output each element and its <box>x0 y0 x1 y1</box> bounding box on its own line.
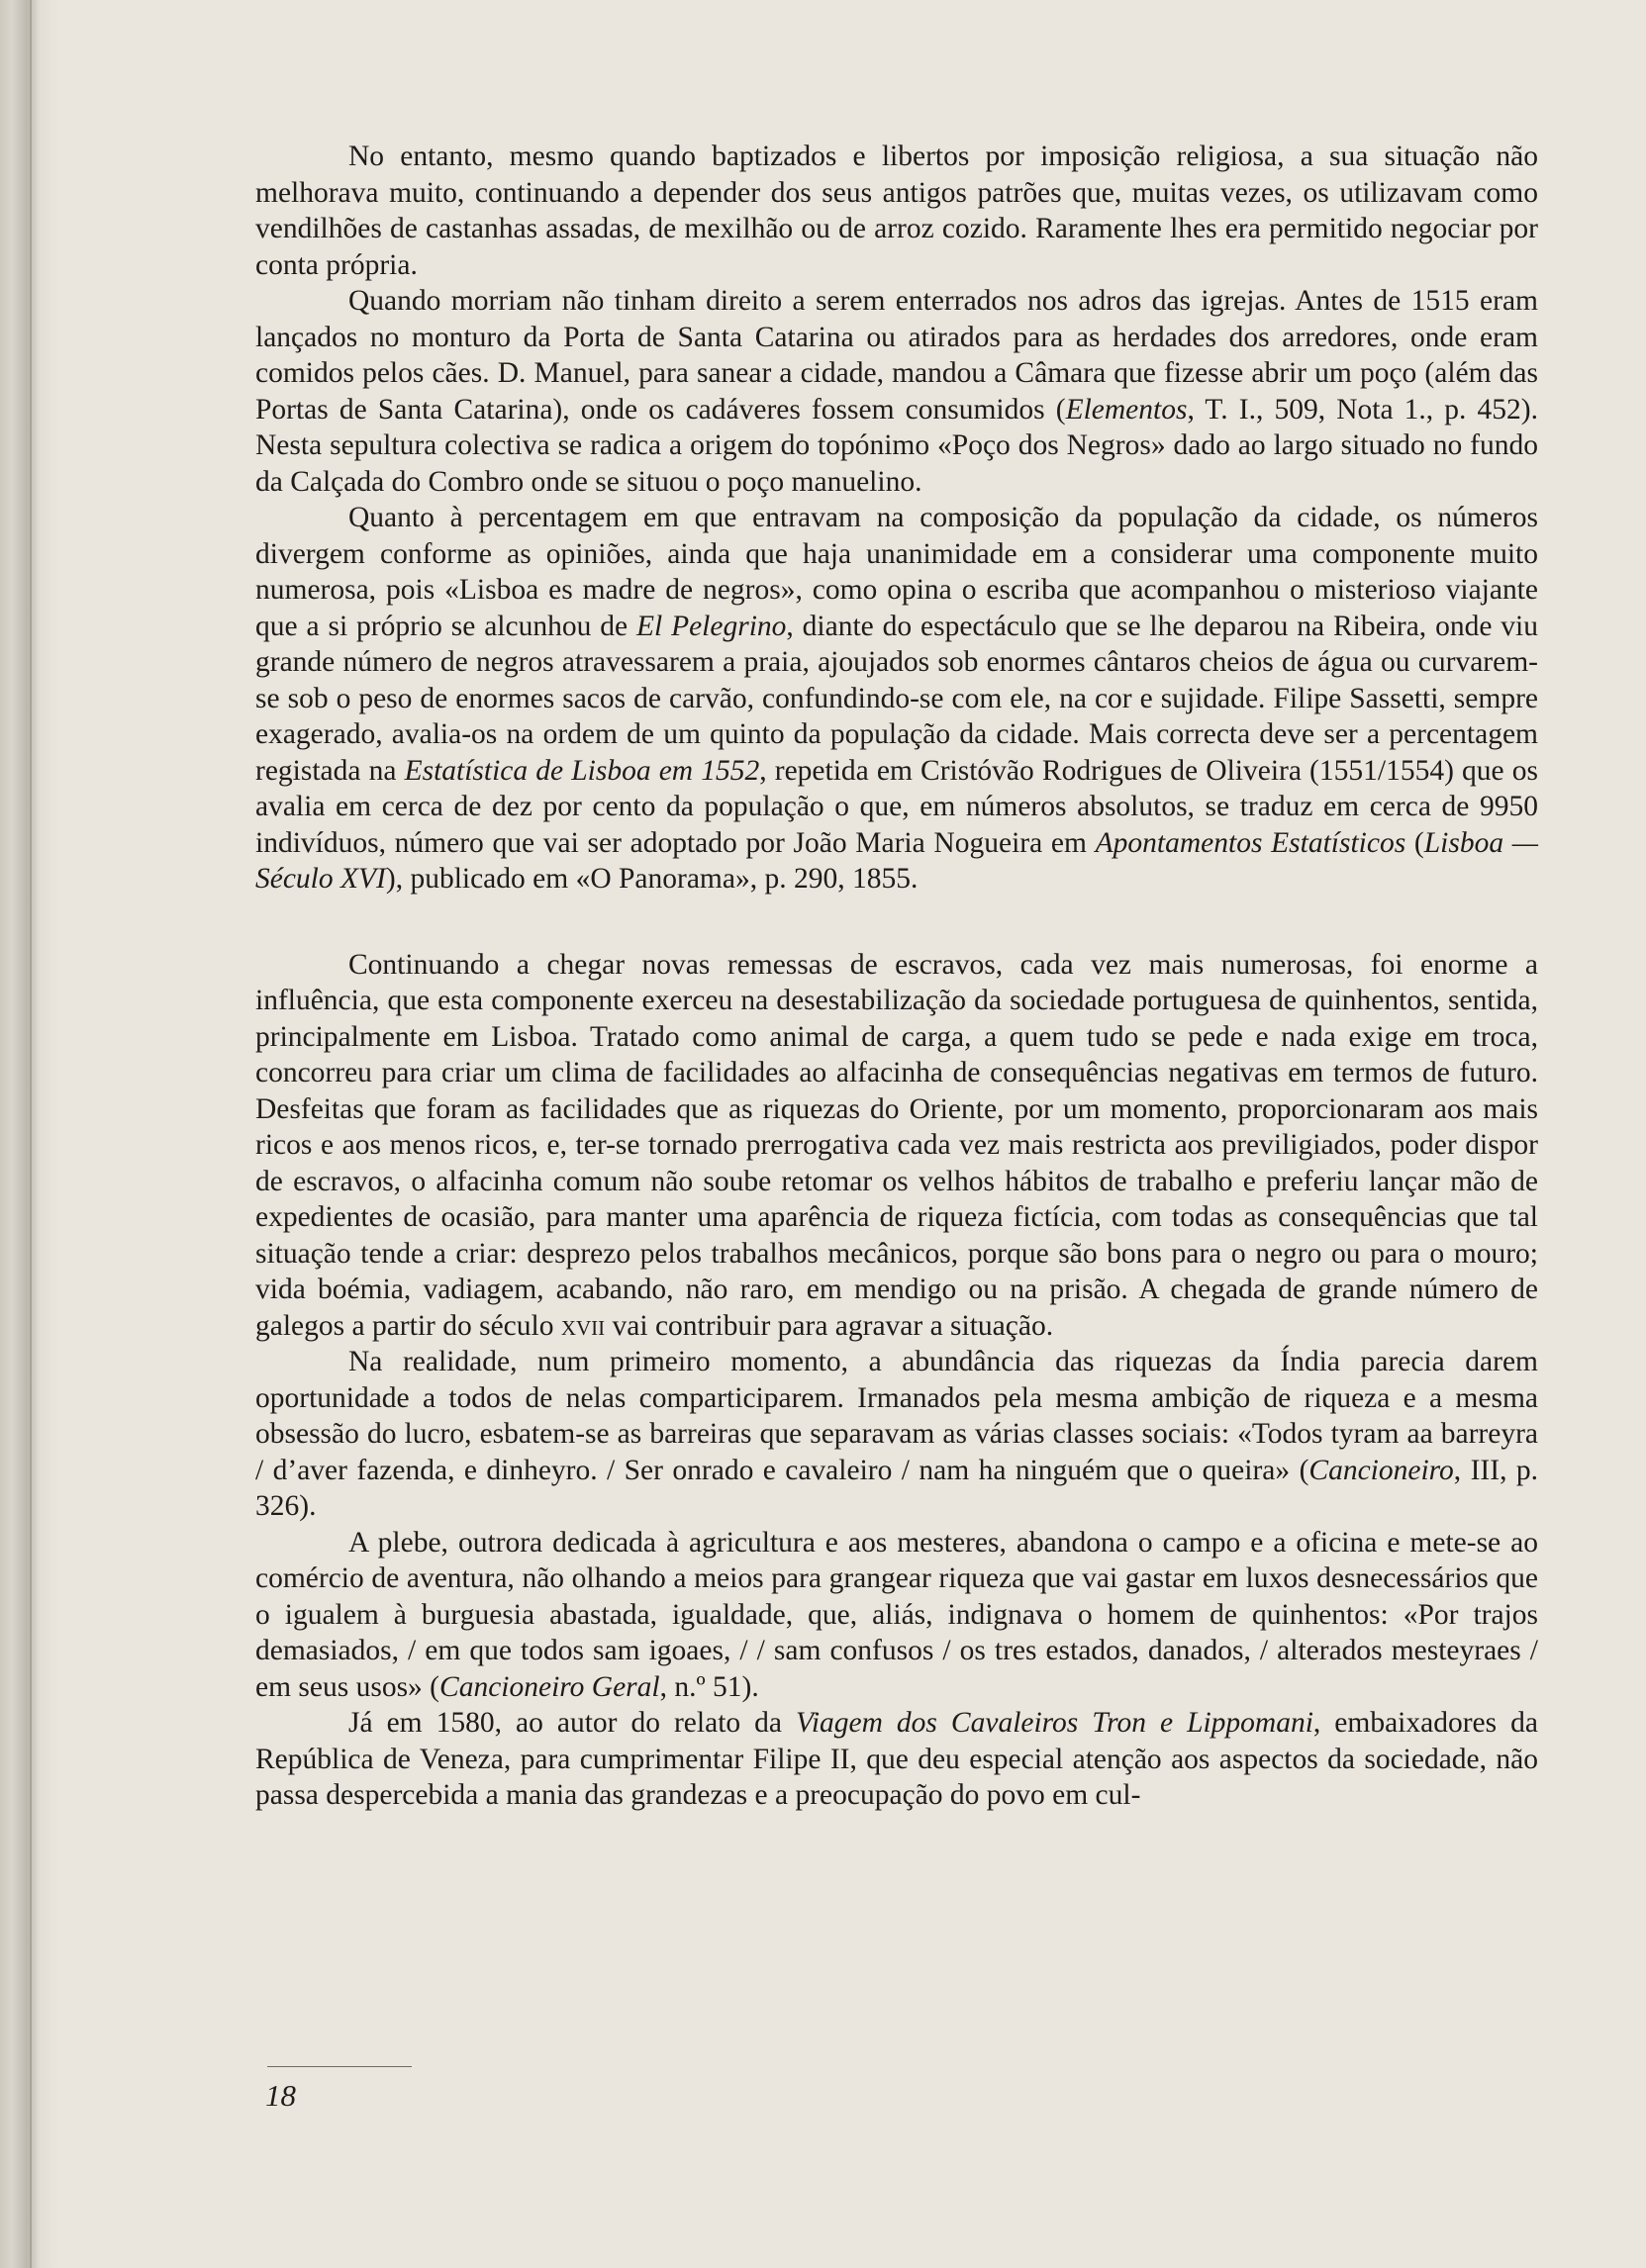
paragraph-2-italic-title: Elementos <box>1065 393 1188 425</box>
paragraph-4-century: xvii <box>560 1309 606 1342</box>
paragraph-6-start: A plebe, outrora dedicada à agricultura e aos mesteres, abandona o campo e a oficina e mete-se ao comércio de aventura, não olhando a meios para grangear riqueza que vai gastar em luxos desnecessários que o igualem à burguesia abastada, igualdade, que, aliás, indignava o homem de quinhentos: «Por trajos demasiados, / em que todos sam igoaes, / / sam confusos / os tres estados, danados, / alterados mesteyraes / em seus usos» ( <box>255 1526 1538 1703</box>
footer-rule <box>267 2066 412 2067</box>
paragraph-7 <box>255 1705 1538 1814</box>
paragraph-3-start: Quanto à percentagem em que entravam na composição da população da cidade, os números divergem conforme as opiniões, ainda que haja unanimidade em a considerar uma componente muito numerosa, pois «Lisboa es madre de negros», como opina o escriba que acompanhou o misterioso viajante que a si próprio se alcunhou de <box>255 502 1538 642</box>
paragraph-3-italic-3: Apontamentos Estatísticos <box>1095 826 1406 859</box>
paragraph-4-end: vai contribuir para agravar a situação. <box>605 1309 1054 1342</box>
paragraph-2-end: , T. I., 509, Nota 1., p. 452). Nesta sepultura colectiva se radica a origem do topónimo «Poço dos Negros» dado ao largo situado no fundo da Calçada do Combro onde se situou o poço manuelino. <box>255 393 1538 498</box>
paragraph-1: No entanto, mesmo quando baptizados e libertos por imposição religiosa, a sua situação não melhorava muito, continuando a depender dos seus antigos patrões que, muitas vezes, os utilizavam como vendilhões de castanhas assadas, de mexilhão ou de arroz cozido. Raramente lhes era permitido negociar por conta própria. <box>255 141 1538 281</box>
binding-line <box>30 0 32 2268</box>
paragraph-5-end: , III, p. 326). <box>255 1454 1538 1522</box>
paragraph-2-start: Quando morriam não tinham direito a serem enterrados nos adros das igrejas. Antes de 1515 eram lançados no monturo da Porta de Santa Catarina ou atirados para as herdades dos arredores, onde eram comidos pelos cães. D. Manuel, para sanear a cidade, mandou a Câmara que fizesse abrir um poço (além das Portas de Santa Catarina), onde os cadáveres fossem consumidos ( <box>255 285 1538 425</box>
paragraph-6-end: , n.º 51). <box>659 1670 759 1703</box>
paragraph-3-mid-1: , diante do espectáculo que se lhe deparou na Ribeira, onde viu grande número de negros atravessarem a praia, ajoujados sob enormes cântaros cheios de água ou curvarem-se sob o peso de enormes sacos de carvão, confundindo-se com ele, na cor e sujidade. Filipe Sassetti, sempre exagerado, avalia-os na ordem de um quinto da população da cidade. Mais correcta deve ser a percentagem registada na <box>255 610 1538 787</box>
paragraph-7-end: , embaixadores da República de Veneza, para cumprimentar Filipe II, que deu especial atenção aos aspectos da sociedade, não passa despercebida a mania das grandezas e a preocupação do povo em cul- <box>255 1707 1538 1811</box>
paragraph-3-mid-3: ( <box>1405 826 1424 859</box>
section-gap <box>255 898 1538 947</box>
paragraph-6 <box>255 1525 1538 1706</box>
paragraph-4-start: Continuando a chegar novas remessas de escravos, cada vez mais numerosas, foi enorme a influência, que esta componente exerceu na desestabilização da sociedade portuguesa de quinhentos, sentida, principalmente em Lisboa. Tratado como animal de carga, a quem tudo se pede e nada exige em troca, concorreu para criar um clima de facilidades ao alfacinha de consequências negativas em termos de futuro. Desfeitas que foram as facilidades que as riquezas do Oriente, por um momento, proporcionaram aos mais ricos e aos menos ricos, e, ter-se tornado prerrogativa cada vez mais restricta aos previligiados, poder dispor de escravos, o alfacinha comum não soube retomar os velhos hábitos de trabalho e preferiu lançar mão de expedientes de ocasião, para manter uma aparência de riqueza fictícia, com todas as consequências que tal situação tende a criar: desprezo pelos trabalhos mecânicos, porque são bons para o negro ou para o mouro; vida boémia, vadiagem, acabando, não raro, em mendigo ou na prisão. A chegada de grande número de galegos a partir do século <box>255 948 1538 1342</box>
paragraph-3-italic-2: Estatística de Lisboa em 1552 <box>404 754 760 787</box>
paragraph-7-start: Já em 1580, ao autor do relato da <box>348 1707 796 1739</box>
paragraph-6-italic: Cancioneiro Geral <box>439 1670 660 1703</box>
paragraph-3-end: ), publicado em «O Panorama», p. 290, 1855. <box>385 863 919 895</box>
paragraph-3-italic-4: Lisboa — Século XVI <box>255 826 1539 895</box>
paragraph-7-italic: Viagem dos Cavaleiros Tron e Lippomani <box>796 1707 1313 1739</box>
paragraph-5 <box>255 1344 1538 1525</box>
body-text <box>255 139 1538 1814</box>
paragraph-5-italic: Cancioneiro <box>1308 1454 1454 1486</box>
paragraph-5-start: Na realidade, num primeiro momento, a abundância das riquezas da Índia parecia darem oportunidade a todos de nelas comparticiparem. Irmanados pela mesma ambição de riqueza e a mesma obsessão do lucro, esbatem-se as barreiras que separavam as várias classes sociais: «Todos tyram aa barreyra / d’aver fazenda, e dinheyro. / Ser onrado e cavaleiro / nam ha ninguém que o queira» ( <box>255 1346 1538 1486</box>
paragraph-3-italic-1: El Pelegrino <box>635 610 787 642</box>
paragraph-3-mid-2: , repetida em Cristóvão Rodrigues de Oliveira (1551/1554) que os avalia em cerca de dez por cento da população o que, em números absolutos, se traduz em cerca de 9950 indivíduos, número que vai ser adoptado por João Maria Nogueira em <box>255 754 1538 859</box>
paragraph-4 <box>255 947 1538 1345</box>
page-number: 18 <box>265 2078 296 2113</box>
paragraph-2 <box>255 283 1538 500</box>
paragraph-3 <box>255 500 1538 898</box>
